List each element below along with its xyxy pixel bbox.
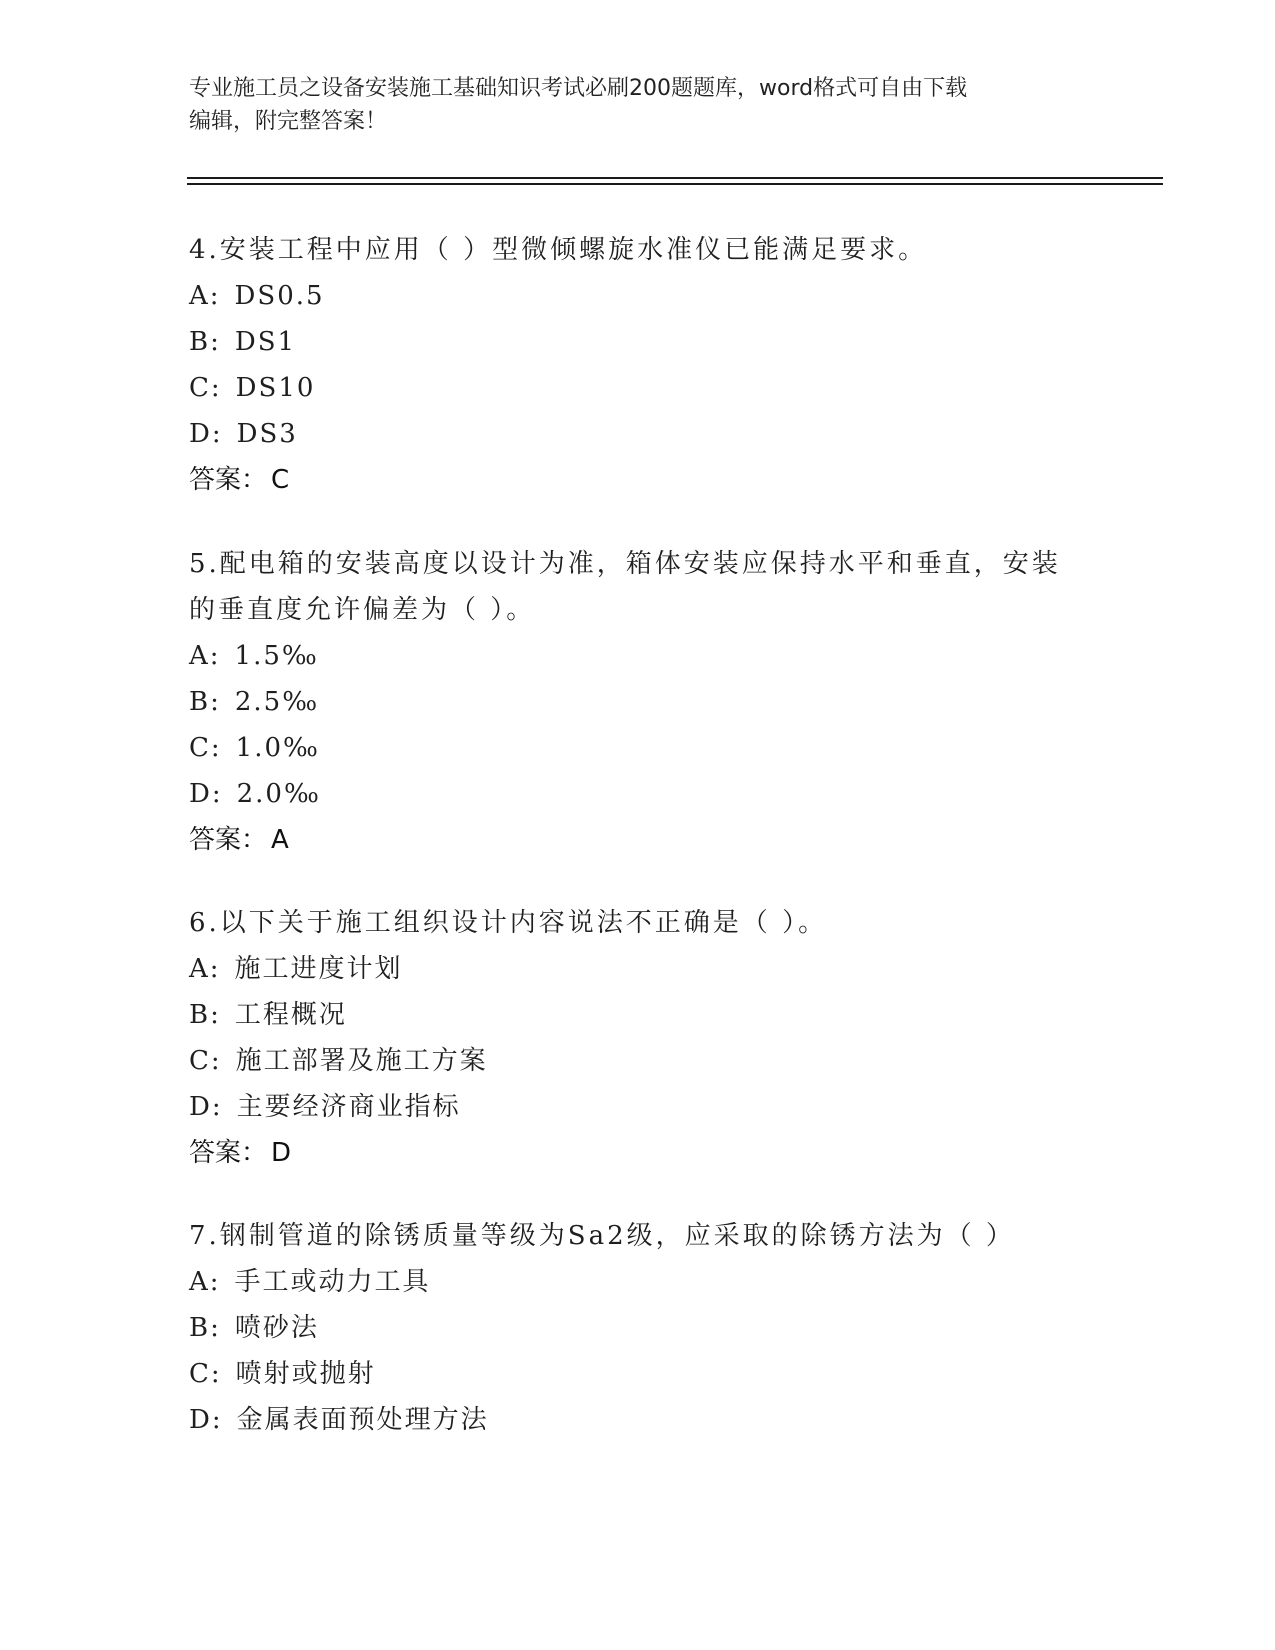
option-value: 喷射或抛射 bbox=[235, 1359, 376, 1389]
header-divider-top bbox=[187, 177, 1163, 179]
option-key: B: bbox=[189, 687, 221, 717]
answer-value: D bbox=[271, 1138, 292, 1168]
question-5 bbox=[189, 541, 1089, 863]
question-text-line: 的垂直度允许偏差为（ ）。 bbox=[189, 595, 536, 625]
header-divider-bottom bbox=[187, 183, 1163, 185]
option-key: A: bbox=[189, 281, 221, 311]
answer-label: 答案： bbox=[189, 825, 268, 855]
option-a bbox=[189, 633, 1089, 679]
option-c bbox=[189, 725, 1089, 771]
option-b bbox=[189, 1305, 1089, 1351]
answer-label: 答案： bbox=[189, 1138, 268, 1168]
option-b bbox=[189, 679, 1089, 725]
question-text bbox=[189, 1213, 1089, 1259]
option-key: B: bbox=[189, 1313, 221, 1343]
question-text bbox=[189, 227, 1089, 273]
option-value: 金属表面预处理方法 bbox=[236, 1405, 489, 1435]
option-value: 1.5‰ bbox=[234, 641, 319, 671]
option-key: D: bbox=[189, 1405, 223, 1435]
option-value: 施工部署及施工方案 bbox=[235, 1046, 488, 1076]
option-a bbox=[189, 273, 1089, 319]
option-a bbox=[189, 1259, 1089, 1305]
option-value: 主要经济商业指标 bbox=[236, 1092, 461, 1122]
question-7 bbox=[189, 1213, 1089, 1443]
option-d bbox=[189, 771, 1089, 817]
option-value: 工程概况 bbox=[234, 1000, 347, 1030]
option-key: A: bbox=[189, 641, 221, 671]
question-text-line: 4.安装工程中应用（ ）型微倾螺旋水准仪已能满足要求。 bbox=[189, 235, 928, 265]
option-key: C: bbox=[189, 1359, 222, 1389]
option-value: 1.0‰ bbox=[235, 733, 320, 763]
option-key: A: bbox=[189, 1267, 221, 1297]
option-key: A: bbox=[189, 954, 221, 984]
question-text-line: 7.钢制管道的除锈质量等级为Sa2级，应采取的除锈方法为（ ） bbox=[189, 1221, 1015, 1251]
document-header bbox=[189, 72, 1089, 138]
option-b bbox=[189, 319, 1089, 365]
option-value: 喷砂法 bbox=[234, 1313, 319, 1343]
option-value: 手工或动力工具 bbox=[234, 1267, 431, 1297]
option-key: B: bbox=[189, 1000, 221, 1030]
option-d bbox=[189, 1084, 1089, 1130]
option-value: DS10 bbox=[235, 373, 316, 403]
header-title-line-2: 编辑，附完整答案！ bbox=[189, 109, 388, 134]
option-key: B: bbox=[189, 327, 221, 357]
option-value: DS3 bbox=[236, 419, 298, 449]
option-c bbox=[189, 1351, 1089, 1397]
answer-line bbox=[189, 457, 1089, 503]
option-b bbox=[189, 992, 1089, 1038]
option-value: 2.0‰ bbox=[236, 779, 321, 809]
option-value: 2.5‰ bbox=[234, 687, 320, 717]
option-d bbox=[189, 1397, 1089, 1443]
answer-value: C bbox=[271, 465, 290, 495]
question-text bbox=[189, 541, 1089, 633]
answer-line bbox=[189, 817, 1089, 863]
option-value: DS0.5 bbox=[234, 281, 325, 311]
option-c bbox=[189, 1038, 1089, 1084]
question-6 bbox=[189, 900, 1089, 1176]
option-key: C: bbox=[189, 1046, 222, 1076]
option-key: D: bbox=[189, 1092, 223, 1122]
option-key: D: bbox=[189, 419, 223, 449]
answer-line bbox=[189, 1130, 1089, 1176]
answer-label: 答案： bbox=[189, 465, 268, 495]
option-a bbox=[189, 946, 1089, 992]
option-value: DS1 bbox=[234, 327, 297, 357]
answer-value: A bbox=[271, 825, 289, 855]
question-text-line: 6.以下关于施工组织设计内容说法不正确是（ ）。 bbox=[189, 908, 828, 938]
question-text bbox=[189, 900, 1089, 946]
option-key: C: bbox=[189, 373, 222, 403]
option-c bbox=[189, 365, 1089, 411]
header-title-line-1: 专业施工员之设备安装施工基础知识考试必刷200题题库，word格式可自由下载 bbox=[189, 76, 968, 101]
question-4 bbox=[189, 227, 1089, 503]
option-d bbox=[189, 411, 1089, 457]
option-value: 施工进度计划 bbox=[234, 954, 403, 984]
question-text-line: 5.配电箱的安装高度以设计为准，箱体安装应保持水平和垂直，安装 bbox=[189, 549, 1061, 579]
option-key: C: bbox=[189, 733, 222, 763]
option-key: D: bbox=[189, 779, 223, 809]
